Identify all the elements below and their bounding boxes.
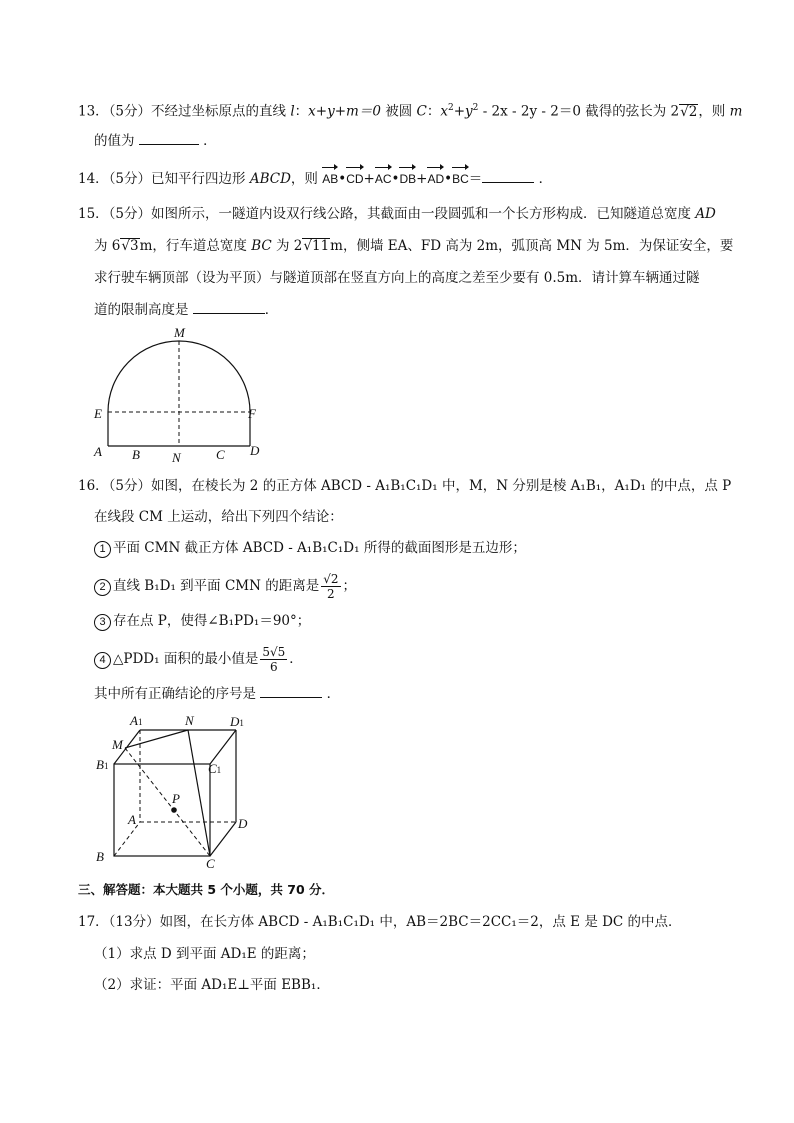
label-b: B (96, 849, 104, 864)
edge-c1-d1 (210, 730, 236, 764)
q15-line2: 为 6√3m，行车道总宽度 BC 为 2√11m，侧墙 EA、FD 高为 2m，弧顶高 MN 为 5m．为保证安全，要 (94, 238, 734, 254)
fraction: $\frac{5√5}{6}$ (262, 645, 286, 674)
q16-conclusion-1: 1 平面 CMN 截正方体 ABCD - A₁B₁C₁D₁ 所得的截面图形是五边形； (94, 538, 526, 558)
q17-part1: （1）求点 D 到平面 AD₁E 的距离； (94, 946, 315, 962)
sqrt-2: √2 (680, 103, 698, 120)
vector-ad: AD (427, 169, 444, 189)
answer-blank-14[interactable] (482, 168, 534, 183)
vector-cd: CD (346, 169, 363, 189)
q15-line4: 道的限制高度是 ． (94, 299, 278, 320)
cube-front-face (114, 764, 210, 856)
label-b: B (132, 447, 140, 462)
answer-blank-15[interactable] (193, 299, 265, 314)
label-c: C (216, 447, 225, 462)
label-d: D (250, 443, 260, 458)
label-d1: D1 (230, 714, 244, 729)
edge-c-d (210, 822, 236, 856)
label-e: E (94, 406, 102, 421)
q14-line: 14．（5分）已知平行四边形 ABCD，则 AB•CD+AC•DB+AD•BC＝ ． (78, 168, 552, 189)
sqrt-11: √11 (303, 238, 330, 254)
label-f: F (248, 406, 256, 421)
vector-db: DB (399, 169, 416, 189)
q17-line1: 17．（13分）如图，在长方体 ABCD - A₁B₁C₁D₁ 中，AB＝2BC＝2CC₁＝2，点 E 是 DC 的中点． (78, 914, 682, 930)
q15-line3: 求行驶车辆顶部（设为平顶）与隧道顶部在竖直方向上的高度之差至少要有 0.5m．请计算车辆通过隧 (94, 270, 700, 286)
sqrt-3: √3 (121, 238, 139, 254)
label-a: A (94, 444, 102, 459)
vector-ac: AC (375, 169, 392, 189)
segment-m-n (125, 730, 188, 748)
q16-conclusion-2: 2 直线 B₁D₁ 到平面 CMN 的距离是 $\frac{√2}{2}$ ； (94, 572, 356, 601)
q16-line1: 16．（5分）如图，在棱长为 2 的正方体 ABCD - A₁B₁C₁D₁ 中，M，N 分别是棱 A₁B₁，A₁D₁ 的中点，点 P (78, 478, 732, 494)
label-m: M (174, 325, 185, 340)
label-c: C (206, 856, 215, 871)
vector-ab: AB (322, 169, 338, 189)
circled-number: 2 (94, 579, 111, 596)
label-b1: B1 (96, 757, 109, 772)
cube-figure (92, 712, 262, 872)
answer-blank-16[interactable] (260, 683, 322, 698)
q16-line2: 在线段 CM 上运动，给出下列四个结论： (94, 509, 343, 525)
circled-number: 1 (94, 541, 111, 558)
label-a: A (128, 812, 136, 827)
section-heading: 三、解答题：本大题共 5 个小题，共 70 分． (78, 882, 335, 897)
label-m: M (112, 737, 123, 752)
q15-line1: 15．（5分）如图所示，一隧道内设双行线公路，其截面由一段圆弧和一个长方形构成．已知隧道总宽度 AD (78, 206, 716, 222)
q16-conclusion-3: 3 存在点 P，使得∠B₁PD₁＝90°； (94, 611, 310, 631)
label-a1: A1 (130, 713, 143, 728)
label-n: N (172, 450, 181, 464)
vector-bc: BC (452, 169, 469, 189)
q13-line1: 13．（5分）不经过坐标原点的直线 l：x+y+m＝0 被圆 C：$x^2+y^2 - 2x - 2y - 2=0$ 截得的弦长为 2√2，则 m (78, 103, 743, 120)
circled-number: 3 (94, 614, 111, 631)
label-c1: C1 (208, 761, 222, 776)
tunnel-figure (88, 322, 268, 464)
label-n: N (185, 713, 194, 728)
point-p (171, 807, 177, 813)
q16-ask: 其中所有正确结论的序号是 ． (94, 683, 340, 704)
hidden-edge-b-a (114, 822, 140, 856)
segment-n-c (188, 730, 210, 856)
circled-number: 4 (94, 652, 111, 669)
q17-part2: （2）求证：平面 AD₁E⊥平面 EBB₁． (94, 977, 330, 993)
label-d: D (238, 816, 248, 831)
q16-conclusion-4: 4 △PDD₁ 面积的最小值是 $\frac{5√5}{6}$ ． (94, 645, 303, 674)
q13-line2: 的值为 ． (94, 130, 217, 151)
answer-blank-13[interactable] (139, 130, 199, 145)
label-p: P (172, 791, 180, 806)
fraction: $\frac{√2}{2}$ (323, 572, 339, 601)
